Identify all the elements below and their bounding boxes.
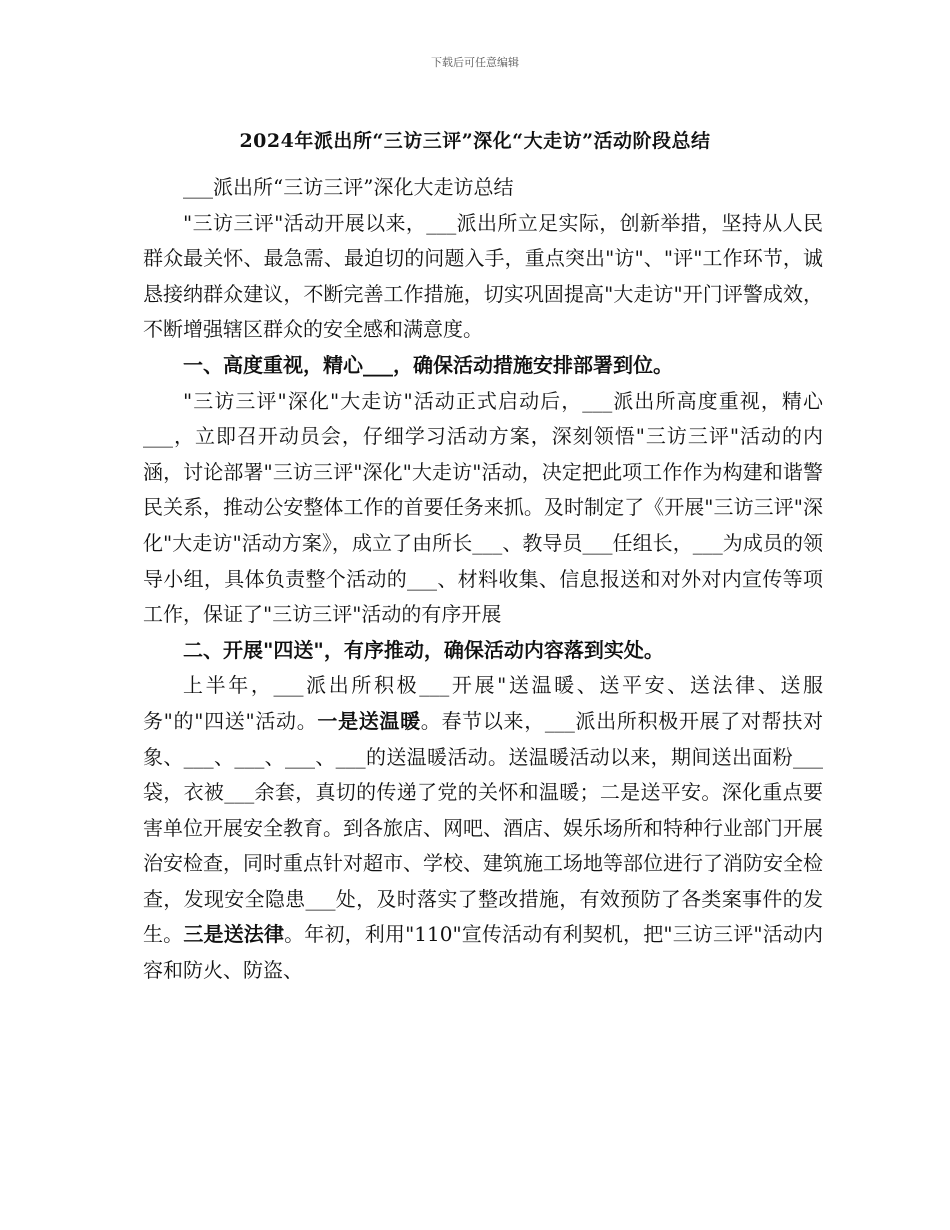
paragraph-section-1: "三访三评"深化"大走访"活动正式启动后，___派出所高度重视，精心___，立即召开动员会，仔细学习活动方案，深刻领悟"三访三评"活动的内涵，讨论部署"三访三评"深化"大走访"活动，决定把此项工作作为构建和谐警民关系，推动公安整体工作的首要任务来抓。及时制定了《开展"三访三评"深化"大走访"活动方案》，成立了由所长___、教导员___任组长，___为成员的领导小组，具体负责整个活动的___、材料收集、信息报送和对外对内宣传等项工作，保证了"三访三评"活动的有序开展 [143,388,823,627]
section-heading-1: 一、高度重视，精心___，确保活动措施安排部署到位。 [183,352,673,377]
paragraph-intro: "三访三评"活动开展以来，___派出所立足实际，创新举措，坚持从人民群众最关怀、最急需、最迫切的问题入手，重点突出"访"、"评"工作环节，诚恳接纳群众建议，不断完善工作措施，切实巩固提高"大走访"开门评警成效，不断增强辖区群众的安全感和满意度。 [143,210,823,342]
header-note: 下载后可任意编辑 [431,56,519,69]
paragraph-text: 。年初，利用"110"宣传活动有利契机，把"三访三评"活动内容和防火、防盗、 [143,922,824,983]
document-title: 2024年派出所“三访三评”深化“大走访”活动阶段总结 [239,130,711,152]
document-body [143,170,823,989]
paragraph-section-2 [143,668,823,988]
section-heading-2: 二、开展"四送"，有序推动，确保活动内容落到实处。 [183,637,664,662]
paragraph-text: 上半年，___派出所积极___开展"送温暖、送平安、送法律、送服务"的"四送"活动。 [143,673,823,733]
bold-phrase-law: 三是送法律 [183,922,285,947]
subtitle-line: ___派出所“三访三评”深化大走访总结 [183,175,514,199]
paragraph-text: 。春节以来，___派出所积极开展了对帮扶对象、___、___、___、___的送温暖活动。送温暖活动以来，期间送出面粉___袋，衣被___余套，真切的传递了党的关怀和温暖；二是送平安。深化重点要害单位开展安全教育。到各旅店、网吧、酒店、娱乐场所和特种行业部门开展治安检查，同时重点针对超市、学校、建筑施工场地等部位进行了消防安全检查，发现安全隐患___处，及时落实了整改措施，有效预防了各类案事件的发生。 [143,708,824,947]
bold-phrase-warmth: 一是送温暖 [317,708,421,733]
